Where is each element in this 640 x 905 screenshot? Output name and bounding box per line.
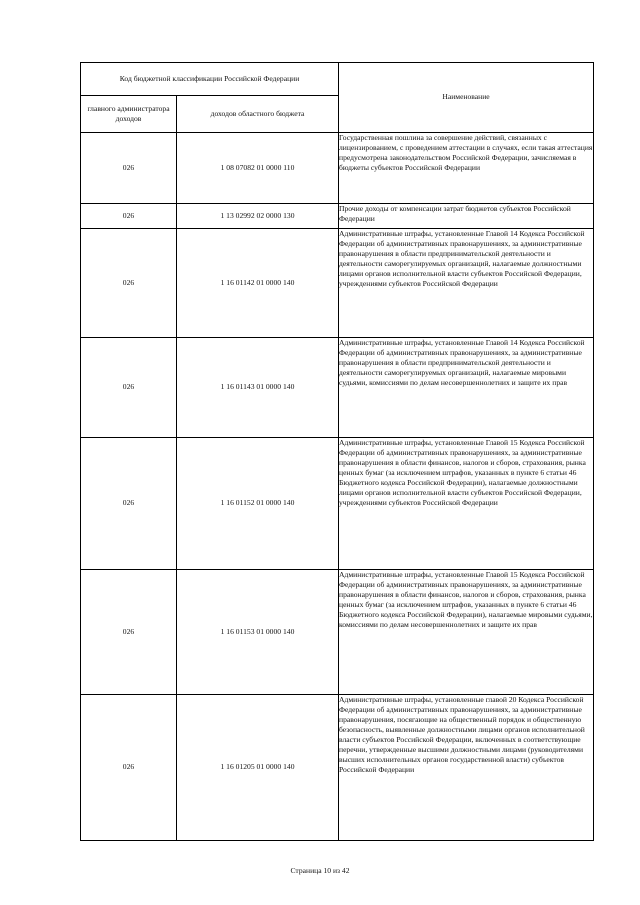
header-row-top	[81, 63, 594, 96]
admin-code-cell: 026	[81, 338, 177, 438]
table-row	[81, 570, 594, 695]
header-revenue: доходов областного бюджета	[177, 96, 339, 133]
revenue-code-cell: 1 13 02992 02 0000 130	[177, 204, 339, 229]
admin-code-cell: 026	[81, 133, 177, 204]
table-row	[81, 338, 594, 438]
table-row	[81, 229, 594, 338]
budget-classification-table	[80, 62, 594, 841]
name-cell: Прочие доходы от компенсации затрат бюджетов субъектов Российской Федерации	[339, 204, 594, 229]
table-row	[81, 204, 594, 229]
name-cell: Административные штрафы, установленные Главой 14 Кодекса Российской Федерации об административных правонарушениях, за административные правонарушения в области предпринимательской деятельности и деятельности саморегулируемых организаций, налагаемые мировыми судьями, комиссиями по делам несовершеннолетних и защите их прав	[339, 338, 594, 438]
admin-code-cell: 026	[81, 695, 177, 841]
header-name: Наименование	[339, 63, 594, 133]
admin-code-cell: 026	[81, 204, 177, 229]
revenue-code-cell: 1 16 01152 01 0000 140	[177, 438, 339, 570]
revenue-code-cell: 1 16 01205 01 0000 140	[177, 695, 339, 841]
page-number: Страница 10 из 42	[290, 866, 350, 875]
name-cell: Административные штрафы, установленные Главой 14 Кодекса Российской Федерации об административных правонарушениях, за административные правонарушения в области предпринимательской деятельности и деятельности саморегулируемых организаций, налагаемые должностными лицами органов исполнительной власти субъектов Российской Федерации, учреждениями субъектов Российской Федерации	[339, 229, 594, 338]
table-row	[81, 133, 594, 204]
name-cell: Административные штрафы, установленные Главой 15 Кодекса Российской Федерации об административных правонарушениях, за административные правонарушения в области финансов, налогов и сборов, страхования, рынка ценных бумаг (за исключением штрафов, указанных в пункте 6 статьи 46 Бюджетного кодекса Российской Федерации), налагаемые мировыми судьями, комиссиями по делам несовершеннолетних и защите их прав	[339, 570, 594, 695]
revenue-code-cell: 1 16 01143 01 0000 140	[177, 338, 339, 438]
name-cell: Административные штрафы, установленные Главой 15 Кодекса Российской Федерации об административных правонарушениях, за административные правонарушения в области финансов, налогов и сборов, страхования, рынка ценных бумаг (за исключением штрафов, указанных в пункте 6 статьи 46 Бюджетного кодекса Российской Федерации), налагаемые должностными лицами органов исполнительной власти субъектов Российской Федерации, учреждениями субъектов Российской Федерации	[339, 438, 594, 570]
admin-code-cell: 026	[81, 229, 177, 338]
admin-code-cell: 026	[81, 438, 177, 570]
table-row	[81, 695, 594, 841]
revenue-code-cell: 1 08 07082 01 0000 110	[177, 133, 339, 204]
name-cell: Государственная пошлина за совершение действий, связанных с лицензированием, с проведением аттестации в случаях, если такая аттестация предусмотрена законодательством Российской Федерации, зачисляемая в бюджеты субъектов Российской Федерации	[339, 133, 594, 204]
revenue-code-cell: 1 16 01153 01 0000 140	[177, 570, 339, 695]
revenue-code-cell: 1 16 01142 01 0000 140	[177, 229, 339, 338]
table-row	[81, 438, 594, 570]
name-cell: Административные штрафы, установленные главой 20 Кодекса Российской Федерации об административных правонарушениях, за административные правонарушения, посягающие на общественный порядок и общественную безопасность, выявленные должностными лицами органов исполнительной власти субъектов Российской Федерации, включенных в соответствующие перечни, утвержденные высшими должностными лицами (руководителями высших исполнительных органов государственной власти) субъектов Российской Федерации	[339, 695, 594, 841]
header-classification: Код бюджетной классификации Российской Федерации	[81, 63, 339, 96]
header-admin: главного администратора доходов	[81, 96, 177, 133]
admin-code-cell: 026	[81, 570, 177, 695]
